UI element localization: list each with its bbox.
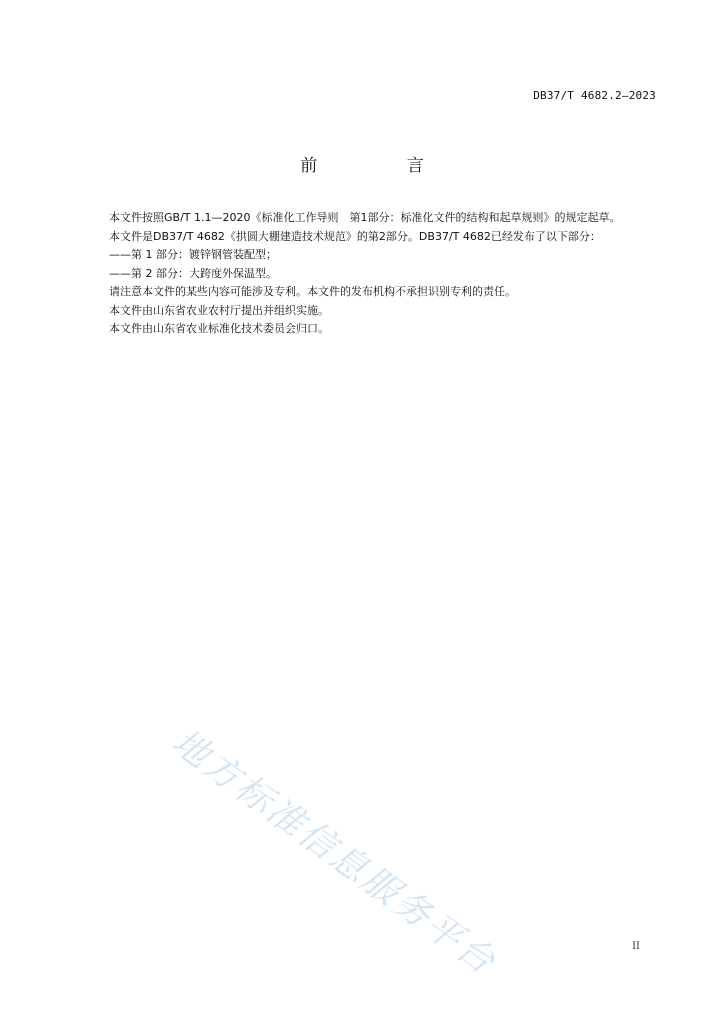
- paragraph-proposer: 本文件由山东省农业农村厅提出并组织实施。: [109, 303, 329, 317]
- page-number: II: [632, 941, 640, 952]
- page-title: 前 言: [300, 156, 466, 176]
- list-item-part-1: ——第 1 部分：镀锌钢管装配型；: [109, 248, 277, 261]
- paragraph-patent-notice: 请注意本文件的某些内容可能涉及专利。本文件的发布机构不承担识别专利的责任。: [109, 285, 516, 298]
- document-number: DB37/T 4682.2—2023: [533, 89, 656, 102]
- list-item-part-2: ——第 2 部分：大跨度外保温型。: [109, 266, 277, 280]
- paragraph-part-statement: 本文件是DB37/T 4682《拱圆大棚建造技术规范》的第2部分。DB37/T 4682已经发布了以下部分：: [109, 229, 601, 243]
- watermark-text: 地方标准信息服务平台: [164, 721, 504, 984]
- paragraph-centralized: 本文件由山东省农业标准化技术委员会归口。: [109, 322, 329, 335]
- paragraph-drafting-rules: 本文件按照GB/T 1.1—2020《标准化工作导则 第1部分：标准化文件的结构和起草规则》的规定起草。: [109, 211, 621, 224]
- foreword-body: [87, 209, 657, 339]
